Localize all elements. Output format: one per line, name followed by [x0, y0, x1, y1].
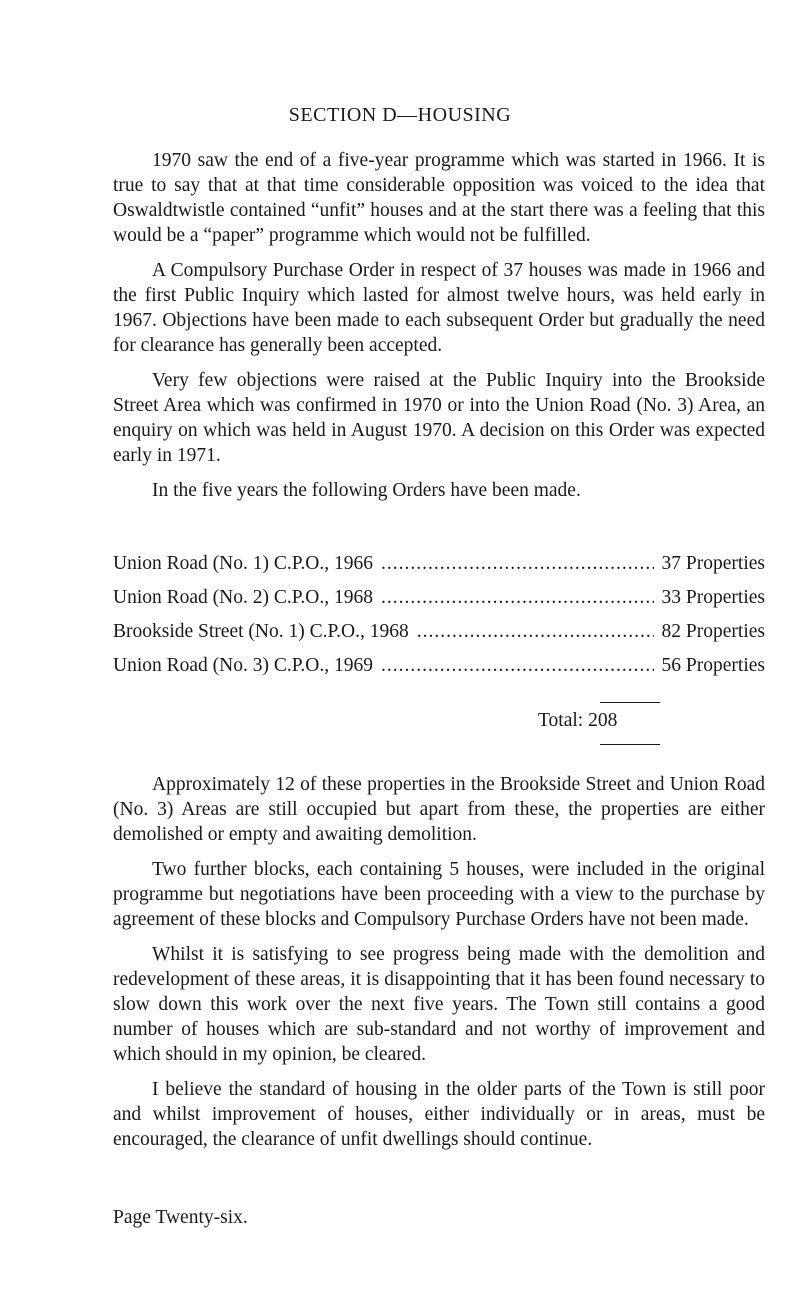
- total-line: Total: 208: [538, 710, 618, 731]
- order-count: 82 Properties: [661, 621, 765, 642]
- paragraph: Whilst it is satisfying to see progress being made with the demolition and redevelopment of these areas, it is disappointing that it has been found necessary to slow down this work over the next five years. The Town still contains a good number of houses which are sub-standard and not worthy of improvement and which should in my opinion, be cleared.: [113, 944, 765, 1065]
- order-count: 37 Properties: [661, 553, 765, 574]
- order-name: Union Road (No. 3) C.P.O., 1969: [113, 655, 374, 676]
- leader-dots: [381, 587, 654, 609]
- paragraph: A Compulsory Purchase Order in respect of 37 houses was made in 1966 and the first Public Inquiry which lasted for almost twelve hours, was held early in 1967. Objections have been made to each subsequent Order but gradually the need for clearance has generally been accepted.: [113, 260, 765, 356]
- orders-list: [113, 553, 765, 689]
- order-row: [113, 655, 765, 689]
- order-row: [113, 553, 765, 587]
- total-rule: [600, 744, 660, 745]
- order-name: Union Road (No. 1) C.P.O., 1966: [113, 553, 374, 574]
- leader-dots: [417, 621, 654, 643]
- order-name: Union Road (No. 2) C.P.O., 1968: [113, 587, 374, 608]
- page-number: Page Twenty-six.: [113, 1207, 248, 1228]
- paragraph: Approximately 12 of these properties in the Brookside Street and Union Road (No. 3) Areas are still occupied but apart from these, the properties are either demolished or empty and awaiting demolition.: [113, 774, 765, 845]
- leader-dots: [381, 553, 654, 575]
- closing-text: [113, 772, 765, 1162]
- leader-dots: [381, 655, 654, 677]
- paragraph: I believe the standard of housing in the older parts of the Town is still poor and whilst improvement of houses, either individually or in areas, must be encouraged, the clearance of unfit dwellings should continue.: [113, 1079, 765, 1150]
- sum-rule: [600, 702, 660, 703]
- order-count: 33 Properties: [661, 587, 765, 608]
- paragraph: 1970 saw the end of a five-year programme which was started in 1966. It is true to say that at that time considerable opposition was voiced to the idea that Oswaldtwistle contained “unfit” houses and at the start there was a feeling that this would be a “paper” programme which would not be fulfilled.: [113, 150, 765, 246]
- order-count: 56 Properties: [661, 655, 765, 676]
- section-title: SECTION D—HOUSING: [288, 104, 512, 126]
- paragraph: Two further blocks, each containing 5 houses, were included in the original programme but negotiations have been proceeding with a view to the purchase by agreement of these blocks and Compulsory Purchase Orders have not been made.: [113, 859, 765, 930]
- order-name: Brookside Street (No. 1) C.P.O., 1968: [113, 621, 409, 642]
- order-row: [113, 587, 765, 621]
- intro-text: [113, 148, 765, 513]
- paragraph: Very few objections were raised at the Public Inquiry into the Brookside Street Area which was confirmed in 1970 or into the Union Road (No. 3) Area, an enquiry on which was held in August 1970. A decision on this Order was expected early in 1971.: [113, 370, 765, 466]
- order-row: [113, 621, 765, 655]
- paragraph: In the five years the following Orders have been made.: [152, 480, 581, 501]
